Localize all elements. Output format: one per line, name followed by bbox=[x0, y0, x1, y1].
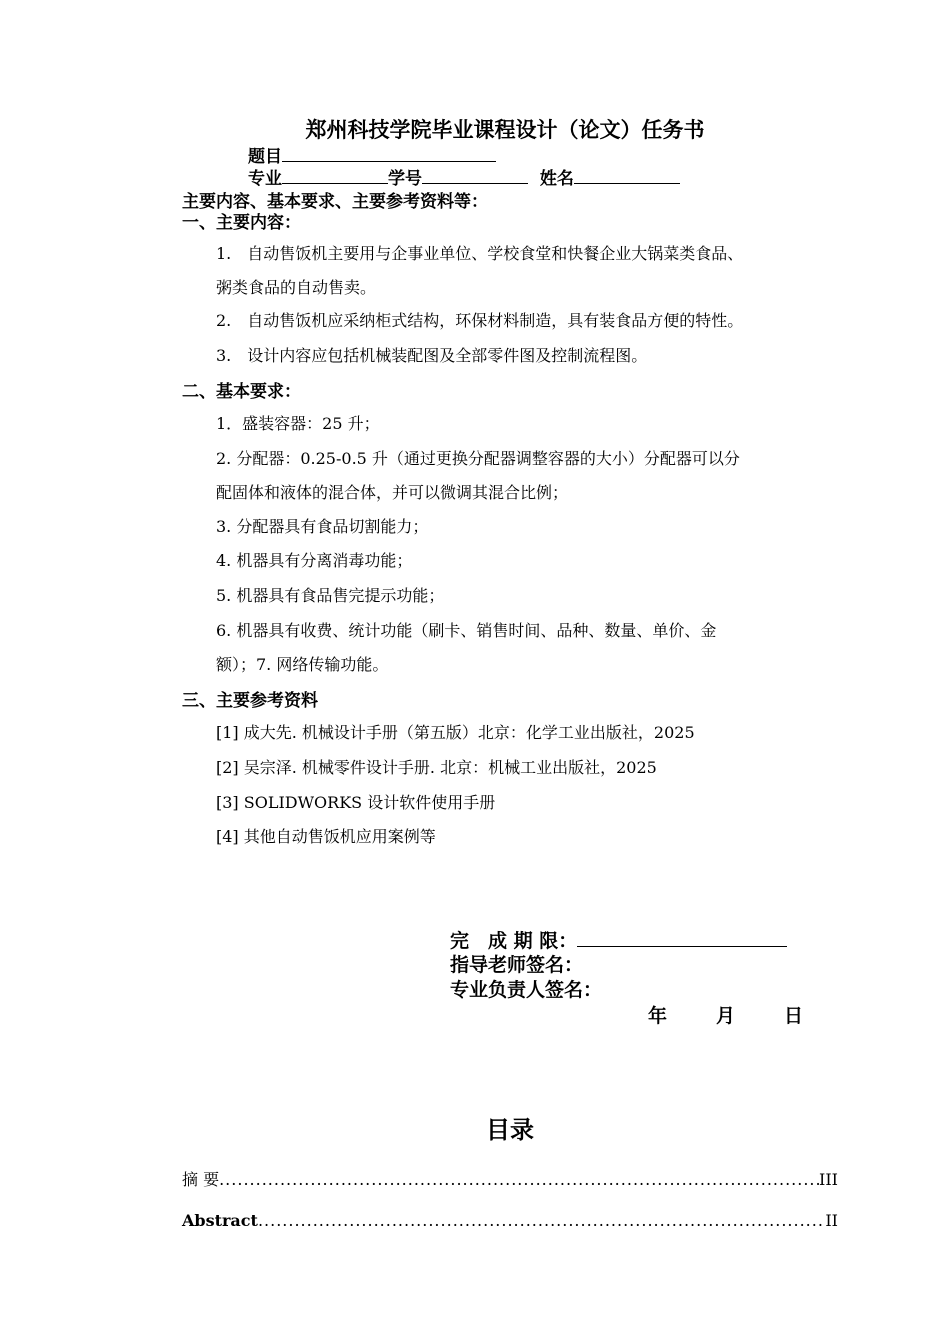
section2-item: 4. 机器具有分离消毒功能； bbox=[216, 551, 413, 570]
head-signature-label: 专业负责人签名： bbox=[450, 979, 603, 1001]
topic-blank bbox=[282, 145, 496, 162]
toc-entry-abstract-cn[interactable] bbox=[182, 1167, 838, 1190]
section2-heading: 二、基本要求： bbox=[182, 382, 301, 402]
major-id-name-field bbox=[248, 164, 680, 189]
section2-item: 2. 分配器：0.25-0.5 升（通过更换分配器调整容器的大小）分配器可以分 bbox=[216, 449, 740, 468]
name-label: 姓名 bbox=[539, 169, 574, 189]
deadline-field bbox=[450, 926, 787, 953]
document-title: 郑州科技学院毕业课程设计（论文）任务书 bbox=[305, 118, 705, 142]
section1-item: 3. 设计内容应包括机械装配图及全部零件图及控制流程图。 bbox=[216, 346, 648, 365]
year-label: 年 bbox=[648, 1005, 668, 1027]
section1-item: 粥类食品的自动售卖。 bbox=[216, 278, 377, 297]
section2-item: 额）；7. 网络传输功能。 bbox=[216, 655, 389, 674]
deadline-label: 完 成 期 限： bbox=[450, 930, 578, 952]
toc-entry-abstract-en[interactable] bbox=[182, 1211, 838, 1230]
intro-line: 主要内容、基本要求、主要参考资料等： bbox=[182, 192, 488, 212]
section1-heading: 一、主要内容： bbox=[182, 213, 301, 233]
toc-leader-dots bbox=[219, 1170, 819, 1189]
toc-title: 目录 bbox=[486, 1116, 534, 1144]
reference-item: [2] 吴宗泽. 机械零件设计手册. 北京：机械工业出版社，2025 bbox=[216, 758, 657, 777]
major-blank bbox=[282, 167, 388, 184]
day-label: 日 bbox=[784, 1005, 804, 1027]
section1-item: 2. 自动售饭机应采纳柜式结构，环保材料制造，具有装食品方便的特性。 bbox=[216, 311, 744, 330]
toc-leader-dots bbox=[258, 1211, 825, 1230]
section3-heading: 三、主要参考资料 bbox=[182, 691, 318, 711]
reference-item: [3] SOLIDWORKS 设计软件使用手册 bbox=[216, 793, 496, 812]
section2-item: 配固体和液体的混合体，并可以微调其混合比例； bbox=[216, 483, 569, 502]
toc-entry-label: Abstract bbox=[182, 1211, 258, 1230]
major-label: 专业 bbox=[248, 169, 282, 189]
name-blank bbox=[574, 167, 680, 184]
section2-item: 1．盛装容器：25 升； bbox=[216, 414, 380, 433]
section2-item: 3. 分配器具有食品切割能力； bbox=[216, 517, 429, 536]
month-label: 月 bbox=[716, 1005, 736, 1027]
reference-item: [1] 成大先. 机械设计手册（第五版）北京：化学工业出版社，2025 bbox=[216, 723, 695, 742]
toc-entry-label: 摘 要 bbox=[182, 1170, 220, 1189]
toc-entry-page: III bbox=[819, 1170, 838, 1189]
section2-item: 6. 机器具有收费、统计功能（刷卡、销售时间、品种、数量、单价、金 bbox=[216, 621, 717, 640]
section2-item: 5. 机器具有食品售完提示功能； bbox=[216, 586, 445, 605]
toc-entry-page: II bbox=[825, 1211, 838, 1230]
student-id-label: 学号 bbox=[388, 169, 422, 189]
deadline-blank bbox=[577, 928, 787, 947]
student-id-blank bbox=[422, 167, 528, 184]
advisor-signature-label: 指导老师签名： bbox=[450, 954, 584, 976]
reference-item: [4] 其他自动售饭机应用案例等 bbox=[216, 827, 436, 846]
topic-label: 题目 bbox=[248, 147, 282, 167]
section1-item: 1. 自动售饭机主要用与企事业单位、学校食堂和快餐企业大锅菜类食品、 bbox=[216, 244, 744, 263]
